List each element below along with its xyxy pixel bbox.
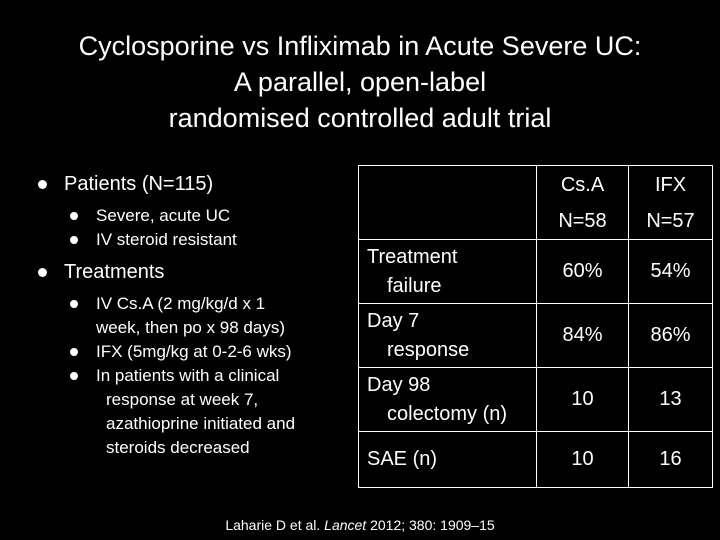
bullet-dot-icon	[38, 268, 47, 277]
bullet-patients	[38, 172, 358, 196]
table-corner-cell	[359, 166, 537, 240]
sub-bullet-line: week, then po x 98 days)	[96, 318, 286, 337]
bullet-dot-icon	[70, 212, 78, 220]
cell-csa: 60%	[537, 240, 629, 304]
bullet-dot-icon	[70, 236, 78, 244]
bullet-dot-icon	[38, 180, 47, 189]
bullet-list	[38, 172, 358, 460]
table-row	[359, 368, 713, 432]
bullet-dot-icon	[70, 300, 78, 308]
bullet-dot-icon	[70, 348, 78, 356]
cell-csa: 84%	[537, 304, 629, 368]
sub-bullet-line: In patients with a clinical	[96, 366, 280, 385]
sub-bullet	[38, 292, 358, 340]
row-label: Treatment failure	[359, 240, 537, 304]
citation-authors: Laharie D et al.	[225, 517, 321, 533]
sub-bullet-text: IV steroid resistant	[96, 230, 237, 249]
title-line-1: Cyclosporine vs Infliximab in Acute Severe UC:	[78, 31, 642, 61]
sub-bullet-line: response at week 7,	[106, 390, 259, 409]
cell-ifx: 54%	[629, 240, 713, 304]
cell-csa: 10	[537, 432, 629, 488]
row-label: Day 7 response	[359, 304, 537, 368]
bullet-dot-icon	[70, 372, 78, 380]
citation-details: 2012; 380: 1909–15	[370, 517, 495, 533]
column-header-csa: Cs.A N=58	[537, 166, 629, 240]
sub-bullet-line: azathioprine initiated and	[106, 414, 296, 433]
cell-csa: 10	[537, 368, 629, 432]
title-line-2: A parallel, open-label	[233, 67, 487, 97]
bullet-patients-label: Patients (N=115)	[64, 173, 214, 195]
citation	[0, 517, 720, 533]
sub-bullet-text: Severe, acute UC	[96, 206, 231, 225]
bullet-treatments-label: Treatments	[64, 261, 165, 283]
sub-bullet	[38, 228, 358, 252]
citation-journal: Lancet	[324, 517, 367, 533]
row-label: Day 98 colectomy (n)	[359, 368, 537, 432]
table-row	[359, 304, 713, 368]
sub-bullet-line: IV Cs.A (2 mg/kg/d x 1	[96, 294, 266, 313]
slide-title	[0, 28, 720, 136]
table-header-row	[359, 166, 713, 240]
bullet-treatments	[38, 260, 358, 284]
column-header-ifx: IFX N=57	[629, 166, 713, 240]
cell-ifx: 86%	[629, 304, 713, 368]
sub-bullet	[38, 364, 358, 460]
row-label: SAE (n)	[359, 432, 537, 488]
sub-bullet-line: steroids decreased	[106, 438, 250, 457]
cell-ifx: 13	[629, 368, 713, 432]
table-row	[359, 432, 713, 488]
results-table	[358, 165, 713, 488]
sub-bullet	[38, 340, 358, 364]
table-row	[359, 240, 713, 304]
cell-ifx: 16	[629, 432, 713, 488]
title-line-3: randomised controlled adult trial	[168, 103, 552, 133]
sub-bullet-text: IFX (5mg/kg at 0-2-6 wks)	[96, 342, 292, 361]
sub-bullet	[38, 204, 358, 228]
